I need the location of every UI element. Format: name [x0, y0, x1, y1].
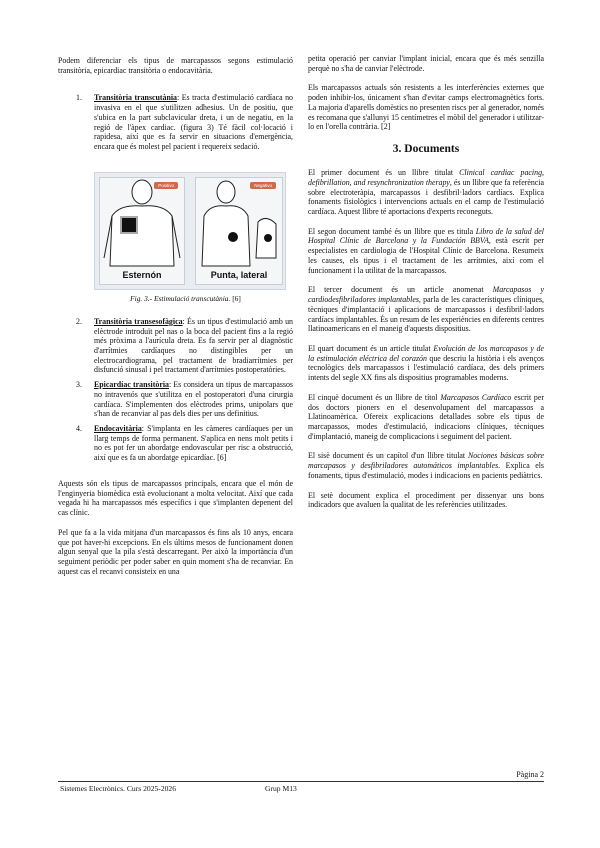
intro-paragraph: Podem diferenciar els tipus de marcapassos segons estimulació transitòria, epicardiac transitòria o endocavitària.: [58, 56, 293, 75]
battery-life-paragraph: Pel que fa a la vida mitjana d'un marcapassos és fins als 10 anys, encara que pot haver-hi excepcions. En els últims mesos de funcionament donen algun senyal que la pila s'està descarregant. Per això la importància d'un seguiment periòdic per poder saber en quin moment s'ha de recanviar. En aquest cas el recanvi consisteix en una: [58, 527, 293, 576]
document-1-paragraph: El primer document és un llibre titulat Clinical cardiac pacing, defibrillation, and resynchronization therapy, és un llibre que fa referència sobre electroteràpia, marcapassos i desfibril·ladors cardíacs. Explica fonaments fisiològics i intervencions actuals en el camp de l'estimulació cardíaca. Aquest llibre té aportacions d'experts reconeguts.: [308, 168, 544, 217]
page-footer: [58, 784, 544, 798]
caption-text: Fig. 3.- Estimulació transcutània.: [130, 293, 231, 303]
interference-paragraph: Els marcapassos actuals són resistents a les interferències externes que poden inhibir-los, únicament s'han d'evitar camps electromagnètics forts. La majoria d'aparells domèstics no presenten riscs per al generador, només es recomana que s'allunyi 15 centímetres el mòbil del generador i utilitzar-lo en l'orella contrària. [2]: [308, 83, 544, 132]
document-2-paragraph: El segon document també és un llibre que es titula Libro de la salud del Hospital Clínic de Barcelona y la Fundación BBVA, està escrit per especialistes en cardiologia de l'Hospital Clínic de Barcelona. Resumeix les causes, els tipus i el tractament de les arrítmies, així com el funcionament i la utilitat de la marcapassos.: [308, 226, 544, 275]
positive-pad-icon: [120, 216, 138, 234]
caption-reference: [6]: [232, 293, 241, 303]
list-item: [58, 424, 293, 463]
list-text: : Es tracta d'estimulació cardíaca no invasiva en el que s'utilitzen adhesius. Un de positiu, que s'ubica en la part subclavicular dreta, i un de negatiu, en la regió de l'àpex cardiac. (figura 3) Té fàcil col·locació i rapidesa, així que es fa servir en situacions d'emergència, encara que és molest pel pacient i requereix sedació.: [94, 93, 293, 152]
list-item: [58, 93, 293, 151]
list-number: 4.: [76, 424, 82, 434]
list-text: : S'implanta en les càmeres cardíaques per un llarg temps de forma permanent. S'aplica en nens molt petits i no es pot fer un abordatge endovascular per risc a obstrucció, així que es fa un abordatge epicardíac.: [94, 424, 293, 463]
document-7-paragraph: El setè document explica el procediment per dissenyar uns bons indicadors que avaluen la qualitat de les referències utilitzades.: [308, 490, 544, 510]
footer-group: Grup M13: [265, 784, 297, 793]
figure-caption: [78, 294, 293, 303]
document-5-title: Marcapasos Cardíaco: [440, 392, 512, 402]
document-6-title: Nociones básicas sobre marcapasos y desfibriladores automáticos implantables: [308, 451, 544, 471]
section-heading: 3. Documents: [392, 143, 460, 156]
list-number: 1.: [76, 93, 82, 103]
footer-course: Sistemes Electrònics. Curs 2025-2026: [60, 784, 177, 793]
negative-pad-icon: [228, 232, 238, 242]
list-term: Epicardíac transitòria: [94, 380, 169, 390]
torso-front-illustration: [100, 178, 184, 268]
list-term: Transitòria transcutània: [94, 93, 178, 103]
list-term: Transitòria transesofàgica: [94, 316, 183, 326]
document-1-title: Clinical cardiac pacing, defibrillation, and resynchronization therapy: [308, 168, 544, 187]
list-number: 3.: [76, 380, 82, 390]
document-3-paragraph: El tercer document és un article anomenat Marcapasos y cardiodesfibriladores implantables, parla de les característiques clíniques, tècniques d'implantació i aplicacions de marcapassos i desfibril·ladors cardíacs implantables. És un resum de les experiències en diferents centres llatinoamericans en el maneig d'aquests dispositius.: [308, 285, 544, 334]
list-item: [58, 380, 293, 419]
positive-tag: Positivo: [154, 182, 178, 190]
torso-lateral-illustration: [196, 178, 282, 268]
document-2-title: Libro de la salud del Hospital Clínic de Barcelona y la Fundación BBVA: [308, 226, 544, 246]
list-text: : És un tipus d'estimulació amb un elèctrode introduït pel nas o la boca del pacient fins a la regió més pròxima a l'aurícula dreta. Es fa servir per al diagnòstic d'arrítmies cardíaques no distingibles per un electrocardiograma, pel tractament de bradiarrítmies per disfunció sinusal i pel tractament d'arrítmies postoperatòries.: [94, 316, 294, 375]
pacing-types-list: [58, 93, 293, 151]
page-number: Pàgina 2: [516, 770, 544, 779]
list-text: : Es considera un tipus de marcapassos no intravenós que s'utilitza en el postoperatori d'una cirurgia cardíaca. S'implementen dos elèctrodes prims, unipolars que s'han de recanviar al pas dels dies per uns definitius.: [94, 380, 294, 419]
replacement-paragraph: petita operació per canviar l'implant inicial, encara que és més senzilla perquè no s'ha de canviar l'elèctrode.: [308, 54, 544, 73]
document-4-paragraph: El quart document és un article titulat Evolución de los marcapasos y de la estimulación eléctrica del corazón que descriu la història i els avenços tecnològics dels marcapassos i l'estimulació cardíaca, des dels primers intents del segle XX fins als dispositius programables moderns.: [308, 343, 544, 383]
footer-divider: [58, 781, 544, 782]
document-4-title: Evolución de los marcapasos y de la estimulación eléctrica del corazón: [308, 343, 544, 363]
list-item: [58, 317, 293, 375]
panel-label-sternum: Esternón: [122, 269, 162, 280]
list-reference: [6]: [215, 453, 227, 463]
document-3-title: Marcapasos y cardiodesfibriladores implantables: [308, 285, 544, 305]
list-number: 2.: [76, 316, 82, 326]
figure-transcutaneous: [94, 172, 286, 290]
panel-label-apex: Punta, lateral: [210, 269, 268, 280]
document-5-paragraph: El cinquè document és un llibre de títol Marcapasos Cardíaco escrit per dos doctors pioners en el desenvolupament del marcapassos a Llatinoamèrica. Ofereix explicacions detallades sobre els tipus de marcapassos, modes d'estimulació, indicacions clíniques, tècniques d'implantació, maneig de complicacions i seguiment del pacient.: [308, 392, 544, 441]
negative-pad-lateral-icon: [264, 234, 272, 242]
types-summary-paragraph: Aquests són els tipus de marcapassos principals, encara que el món de l'enginyeria biomèdica està evolucionant a molta velocitat. Així que cada vegada hi ha marcapassos més específics i que s'implanten depenent del cas clínic.: [58, 478, 293, 518]
document-6-paragraph: El sisè document és un capítol d'un llibre titulat Nociones básicas sobre marcapasos y desfibriladores automáticos implantables. Explica els fonaments, tipus d'estimulació, modes i indicacions en pacients pediàtrics.: [308, 451, 544, 480]
left-column: [58, 56, 293, 586]
figure-panel-apex: [195, 177, 283, 285]
pacing-types-list-continued: [58, 317, 293, 463]
negative-tag: Negativo: [250, 182, 276, 190]
list-term: Endocavitària: [94, 424, 142, 434]
right-column: [308, 54, 544, 520]
figure-panel-sternum: [99, 177, 185, 285]
